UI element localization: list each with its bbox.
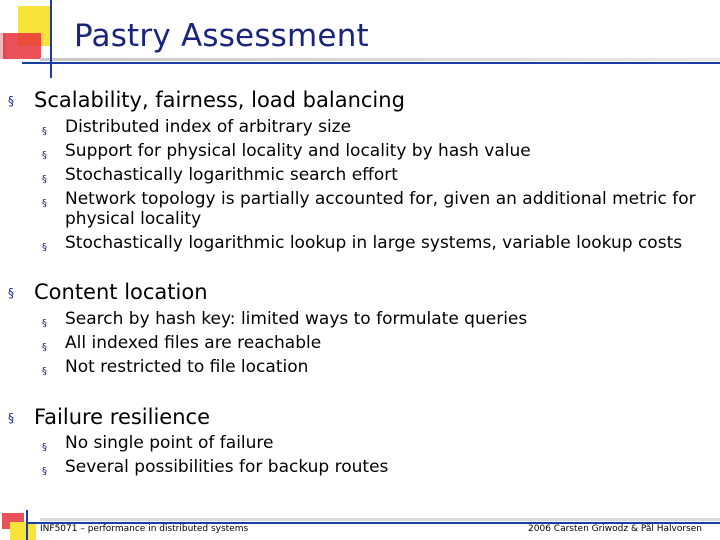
footer-copyright: 2006 Carsten Griwodz & Pål Halvorsen bbox=[528, 524, 702, 534]
list-item-text: All indexed files are reachable bbox=[65, 333, 322, 353]
bullet-icon: § bbox=[42, 442, 47, 453]
header-grey-shadow-line bbox=[40, 58, 720, 61]
list-item-text: Search by hash key: limited ways to formulate queries bbox=[65, 309, 528, 329]
list-item-text: Several possibilities for backup routes bbox=[65, 457, 389, 477]
section-heading-text: Failure resilience bbox=[34, 405, 210, 429]
footer-grey-line bbox=[40, 518, 720, 521]
bullet-icon: § bbox=[42, 366, 47, 377]
bullet-icon: § bbox=[8, 286, 14, 300]
bullet-icon: § bbox=[42, 242, 47, 253]
bullet-icon: § bbox=[42, 150, 47, 161]
list-item-text: Support for physical locality and locality by hash value bbox=[65, 141, 531, 161]
bullet-icon: § bbox=[42, 126, 47, 137]
section-heading-text: Content location bbox=[34, 280, 208, 304]
list-item-text: Stochastically logarithmic lookup in large systems, variable lookup costs bbox=[65, 233, 683, 253]
bullet-icon: § bbox=[8, 94, 14, 108]
list-item-text: Network topology is partially accounted for, given an additional metric for physical locality bbox=[65, 189, 696, 229]
bullet-icon: § bbox=[8, 411, 14, 425]
bullet-icon: § bbox=[42, 466, 47, 477]
footer-vertical-line bbox=[26, 510, 28, 540]
list-item-text: Not restricted to file location bbox=[65, 357, 309, 377]
list-item-text: Distributed index of arbitrary size bbox=[65, 117, 352, 137]
footer-course-title: INF5071 – performance in distributed systems bbox=[40, 524, 249, 534]
bullet-icon: § bbox=[42, 198, 47, 209]
bullet-icon: § bbox=[42, 318, 47, 329]
section-heading-text: Scalability, fairness, load balancing bbox=[34, 88, 405, 112]
header-divider-line bbox=[22, 62, 720, 64]
footer-yellow-square bbox=[10, 522, 36, 540]
list-item-text: No single point of failure bbox=[65, 433, 274, 453]
slide-title: Pastry Assessment bbox=[74, 18, 369, 54]
header-vertical-line bbox=[50, 0, 52, 78]
bullet-icon: § bbox=[42, 174, 47, 185]
list-item-text: Stochastically logarithmic search effort bbox=[65, 165, 398, 185]
bullet-icon: § bbox=[42, 342, 47, 353]
logo-red-square bbox=[3, 33, 41, 59]
